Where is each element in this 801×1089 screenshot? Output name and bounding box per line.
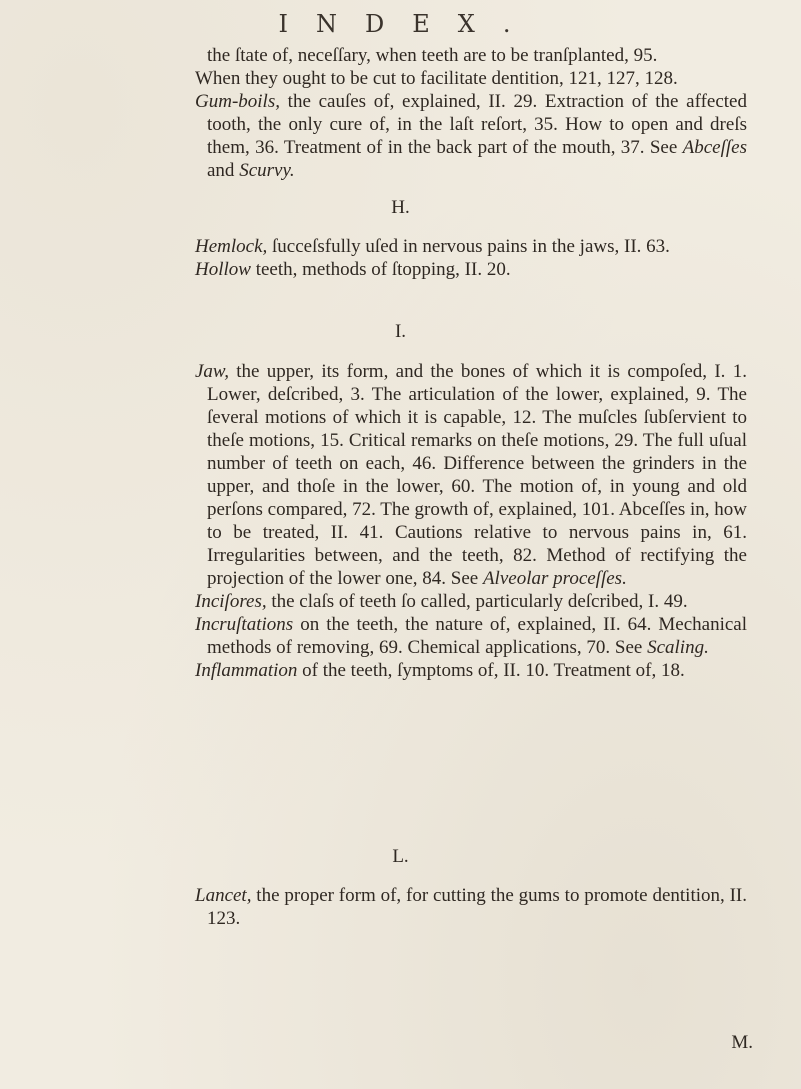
entry-term: Inflammation [195, 660, 298, 681]
entry-text: the claſs of teeth ſo called, particularly deſcribed, I. 49. [266, 591, 688, 612]
entry-text: the proper form of, for cutting the gums to promote dentition, II. 123. [207, 885, 747, 929]
entry-term: Incruſtations [195, 614, 294, 635]
entry-term: Inciſores, [195, 591, 267, 612]
entries-l [195, 884, 747, 930]
entry-hemlock [195, 235, 747, 258]
running-head: INDEX. [278, 10, 539, 38]
entry-incisores [195, 590, 747, 613]
entry-g-line1: the ſtate of, neceſſary, when teeth are to be tranſplanted, 95. [207, 45, 658, 66]
entry-term: Lancet, [195, 885, 252, 906]
entry-text: the upper, its form, and the bones of which it is compoſed, I. 1. Lower, deſcribed, 3. The articulation of the lower, explained, 9. The ſeveral motions of which it is capable, 12. The muſcles ſubſervient to theſe motions, 15. Critical remarks on theſe motions, 29. The full uſual number of teeth on each, 46. Difference between the grinders in the upper, and thoſe in the lower, 60. The motion of, in young and old perſons compared, 72. The growth of, explained, 101. Abceſſes in, how to be treated, II. 41. Cautions relative to nervous pains in, 61. Irregularities between, and the teeth, 82. Method of rectifying the projection of the lower one, 84. See [207, 361, 747, 589]
entry-term: Jaw, [195, 361, 229, 382]
see-reference: Alveolar proceſſes. [482, 568, 627, 589]
entry-gum-boils [195, 90, 747, 182]
section-letter-l: L. [392, 846, 409, 867]
entry-text: teeth, methods of ſtopping, II. 20. [250, 259, 511, 280]
entries-i [195, 360, 747, 682]
entry-text: of the teeth, ſymptoms of, II. 10. Treatment of, 18. [297, 660, 685, 681]
entry-text: the cauſes of, explained, II. 29. Extraction of the affected tooth, the only cure of, in the laſt reſort, 35. How to open and dreſs them, 36. Treatment of in the back part of the mouth, 37. See [207, 91, 747, 158]
entry-inflammation [195, 659, 747, 682]
catchword: M. [731, 1032, 753, 1053]
see-reference: Scaling. [647, 637, 709, 658]
entry-term: Hemlock, [195, 236, 268, 257]
entry-g-continued [195, 44, 747, 90]
entries-h [195, 235, 747, 281]
entry-term: Hollow [195, 259, 251, 280]
see-reference: Scurvy. [239, 160, 295, 181]
section-letter-h: H. [391, 197, 410, 218]
entry-lancet [195, 884, 747, 930]
entry-hollow [195, 258, 747, 281]
entry-text: on the teeth, the nature of, explained, II. 64. Mechanical methods of removing, 69. Chemical applications, 70. See [207, 614, 747, 658]
entry-jaw [195, 360, 747, 590]
see-reference: Abceſſes [682, 137, 747, 158]
entry-term: Gum-boils, [195, 91, 280, 112]
entry-incrustations [195, 613, 747, 659]
entry-g-line2: When they ought to be cut to facilitate dentition, 121, 127, 128. [195, 68, 678, 89]
section-letter-i: I. [394, 321, 407, 342]
conjunction: and [207, 160, 240, 181]
entry-text: ſucceſsfully uſed in nervous pains in the jaws, II. 63. [267, 236, 670, 257]
